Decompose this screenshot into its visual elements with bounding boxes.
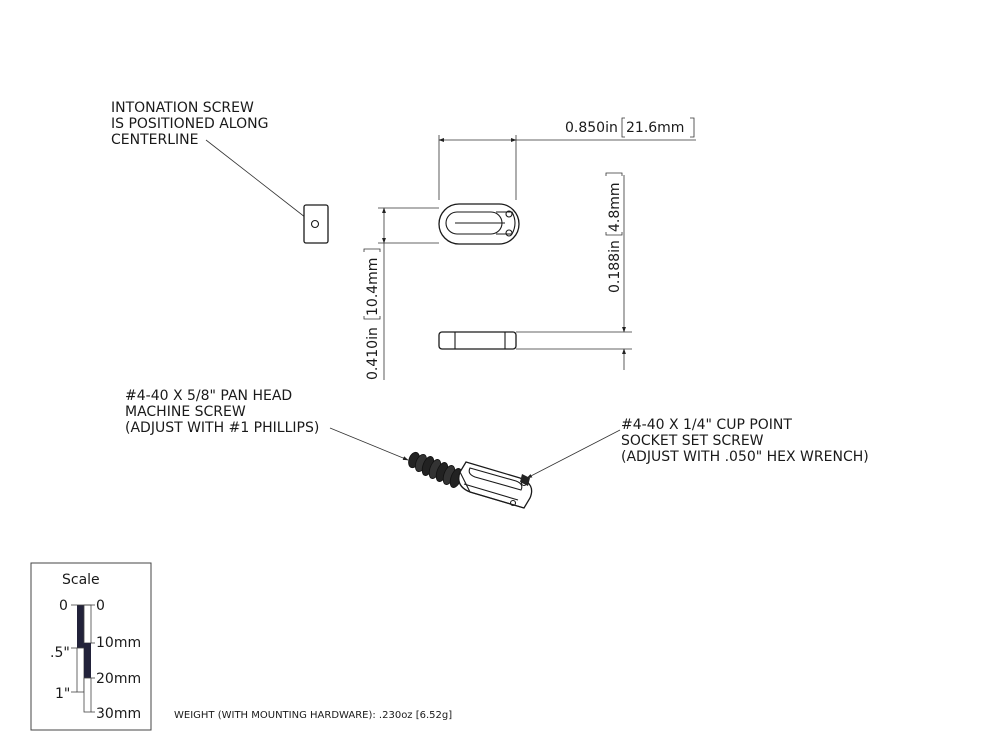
length-in-label: 0.850in	[565, 120, 618, 136]
scale-inch-label-1: 1"	[55, 686, 71, 702]
scale-mm-dark-segment	[84, 643, 91, 678]
intonation-note-line-3: CENTERLINE	[111, 132, 199, 148]
set-screw-note-line-3: (ADJUST WITH .050" HEX WRENCH)	[621, 449, 869, 465]
set-screw-note	[527, 417, 869, 478]
intonation-note-line-2: IS POSITIONED ALONG	[111, 116, 269, 132]
width-dimension	[364, 208, 439, 380]
width-mm-label: 10.4mm	[365, 257, 381, 316]
saddle-top-view	[439, 204, 519, 244]
scale-title: Scale	[62, 572, 100, 588]
assembly-isometric-view	[407, 451, 532, 508]
saddle-side-view	[439, 332, 516, 349]
pan-head-note	[125, 388, 408, 460]
scale-box	[31, 563, 151, 730]
intonation-note	[111, 100, 310, 221]
scale-inch-light-segment	[77, 648, 84, 692]
scale-mm-light-segment-2	[84, 678, 91, 712]
weight-label: WEIGHT (WITH MOUNTING HARDWARE): .230oz [6.52g]	[174, 710, 453, 721]
scale-inch-label-0: 0	[59, 598, 68, 614]
scale-mm-light-segment-1	[84, 605, 91, 643]
pan-head-note-line-1: #4-40 X 5/8" PAN HEAD	[125, 388, 293, 404]
pan-head-note-line-3: (ADJUST WITH #1 PHILLIPS)	[125, 420, 320, 436]
scale-mm-label-30: 30mm	[96, 706, 142, 722]
pan-head-note-line-2: MACHINE SCREW	[125, 404, 246, 420]
scale-mm-label-10: 10mm	[96, 635, 142, 651]
scale-inch-dark-segment	[77, 605, 84, 648]
scale-inch-label-half: .5"	[50, 645, 70, 661]
height-dimension	[516, 173, 632, 370]
length-dimension	[439, 118, 696, 200]
scale-mm-label-0: 0	[96, 598, 105, 614]
height-mm-label: 4.8mm	[607, 182, 623, 232]
intonation-screw-end-view	[304, 205, 328, 243]
intonation-note-line-1: INTONATION SCREW	[111, 100, 254, 116]
set-screw-note-line-2: SOCKET SET SCREW	[621, 433, 764, 449]
height-in-label: 0.188in	[607, 240, 623, 293]
width-in-label: 0.410in	[365, 327, 381, 380]
scale-mm-label-20: 20mm	[96, 671, 142, 687]
length-mm-label: 21.6mm	[626, 120, 685, 136]
spring-coils	[407, 451, 465, 489]
intonation-leader-line	[206, 140, 310, 221]
set-screw-note-line-1: #4-40 X 1/4" CUP POINT	[621, 417, 792, 433]
